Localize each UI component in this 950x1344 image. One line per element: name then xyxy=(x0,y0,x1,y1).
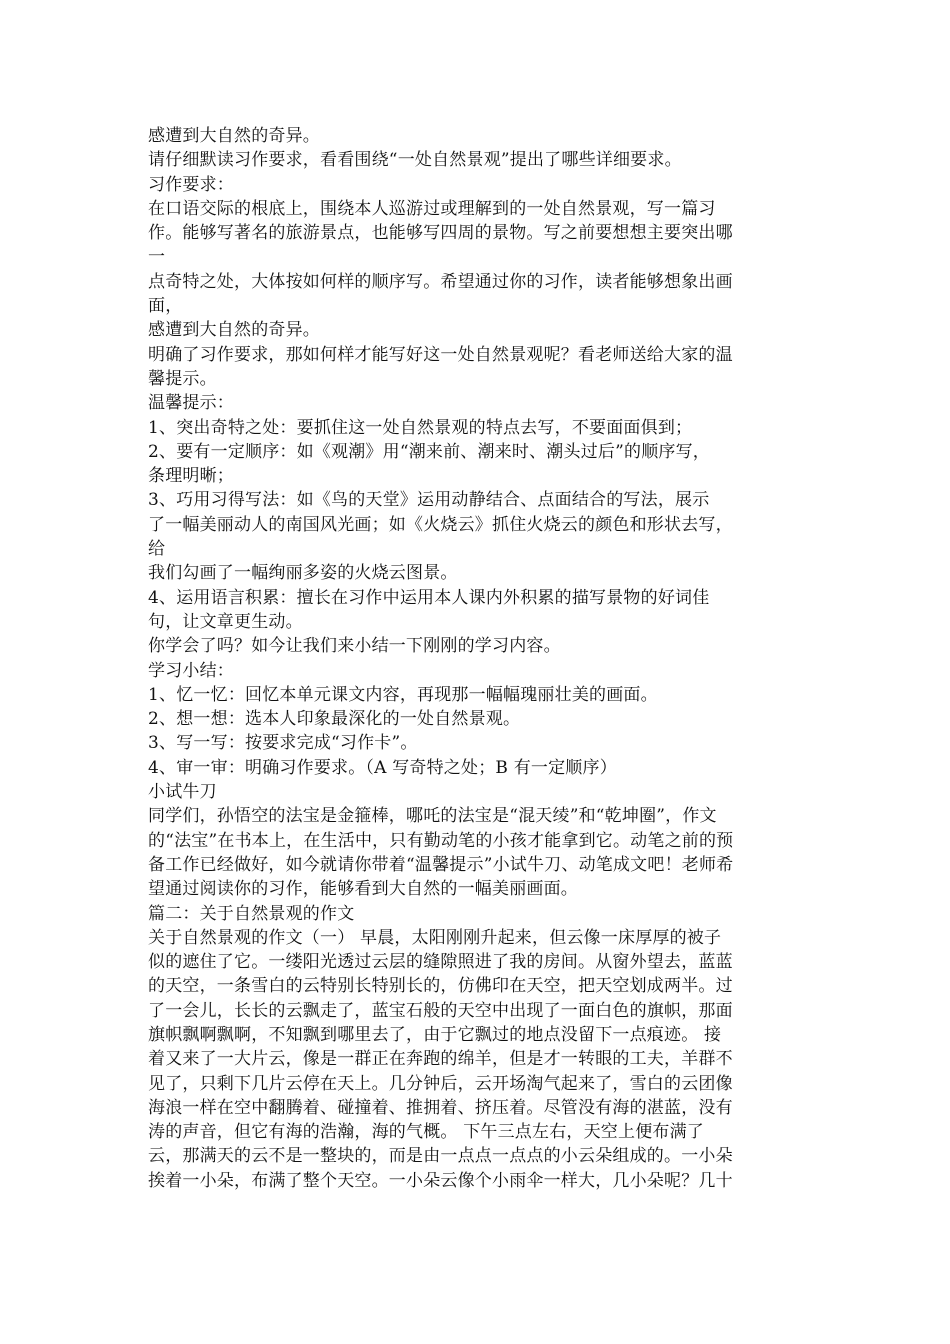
text-line: 旗帜飘啊飘啊，不知飘到哪里去了，由于它飘过的地点没留下一点痕迹。 接 xyxy=(148,1024,722,1045)
text-line: 了一幅美丽动人的南国风光画；如《火烧云》抓住火烧云的颜色和形状去写， xyxy=(148,514,733,535)
text-line: 馨提示。 xyxy=(148,368,217,389)
document-body xyxy=(148,124,808,1193)
text-line: 了一会儿，长长的云飘走了，蓝宝石般的天空中出现了一面白色的旗帜，那面 xyxy=(148,1000,733,1021)
text-line: 涛的声音，但它有海的浩瀚，海的气概。 下午三点左右，天空上便布满了 xyxy=(148,1122,705,1143)
text-line: 面， xyxy=(148,296,183,317)
text-line: 给 xyxy=(148,539,166,560)
text-line: 你学会了吗？如今让我们来小结一下刚刚的学习内容。 xyxy=(148,636,561,657)
list-item: 1、忆一忆：回忆本单元课文内容，再现那一幅幅瑰丽壮美的画面。 xyxy=(148,684,658,705)
text-line: 明确了习作要求，那如何样才能写好这一处自然景观呢？看老师送给大家的温 xyxy=(148,344,733,365)
list-item: 3、写一写：按要求完成“习作卡”。 xyxy=(148,733,418,754)
text-line: 云，那满天的云不是一整块的，而是由一点点一点点的小云朵组成的。一小朵 xyxy=(148,1146,733,1167)
section-heading: 习作要求： xyxy=(148,174,234,195)
text-line: 点奇特之处，大体按如何样的顺序写。希望通过你的习作，读者能够想象出画 xyxy=(148,271,733,292)
section-heading: 小试牛刀 xyxy=(148,782,217,803)
text-line: 的“法宝”在书本上，在生活中，只有勤动笔的小孩才能拿到它。动笔之前的预 xyxy=(148,830,734,851)
text-line: 感遭到大自然的奇异。 xyxy=(148,320,320,341)
text-line: 挨着一小朵，布满了整个天空。一小朵云像个小雨伞一样大，几小朵呢？几十 xyxy=(148,1170,733,1191)
section-heading: 学习小结： xyxy=(148,660,234,681)
list-item: 2、要有一定顺序：如《观潮》用“潮来前、潮来时、潮头过后”的顺序写， xyxy=(148,441,710,462)
text-line: 感遭到大自然的奇异。 xyxy=(148,126,320,146)
text-line: 海浪一样在空中翻腾着、碰撞着、推拥着、挤压着。尽管没有海的湛蓝，没有 xyxy=(148,1097,733,1118)
text-line: 似的遮住了它。一缕阳光透过云层的缝隙照进了我的房间。从窗外望去，蓝蓝 xyxy=(148,952,733,973)
text-line: 句，让文章更生动。 xyxy=(148,611,303,632)
list-item: 4、运用语言积累：擅长在习作中运用本人课内外积累的描写景物的好词佳 xyxy=(148,587,710,608)
list-item: 4、审一审：明确习作要求。（A 写奇特之处；B 有一定顺序） xyxy=(148,757,617,778)
text-line: 备工作已经做好，如今就请你带着“温馨提示”小试牛刀、动笔成文吧！老师希 xyxy=(148,854,734,875)
text-line: 的天空，一条雪白的云特别长特别长的，仿佛印在天空，把天空划成两半。过 xyxy=(148,976,733,997)
text-line: 关于自然景观的作文（一） 早晨，太阳刚刚升起来，但云像一床厚厚的被子 xyxy=(148,927,722,948)
text-line: 同学们，孙悟空的法宝是金箍棒，哪吒的法宝是“混天绫”和“乾坤圈”，作文 xyxy=(148,806,717,827)
list-item: 3、巧用习得写法：如《鸟的天堂》运用动静结合、点面结合的写法，展示 xyxy=(148,490,710,511)
text-line: 我们勾画了一幅绚丽多姿的火烧云图景。 xyxy=(148,563,458,584)
text-line: 一 xyxy=(148,247,166,268)
text-line: 望通过阅读你的习作，能够看到大自然的一幅美丽画面。 xyxy=(148,879,578,900)
text-line: 条理明晰； xyxy=(148,466,234,487)
text-line: 见了，只剩下几片云停在天上。几分钟后，云开场淘气起来了，雪白的云团像 xyxy=(148,1073,733,1094)
section-heading: 温馨提示： xyxy=(148,393,234,414)
text-line: 在口语交际的根底上，围绕本人巡游过或理解到的一处自然景观，写一篇习 xyxy=(148,198,716,219)
list-item: 1、突出奇特之处：要抓住这一处自然景观的特点去写，不要面面俱到； xyxy=(148,417,693,438)
text-line: 着又来了一大片云，像是一群正在奔跑的绵羊，但是才一转眼的工夫，羊群不 xyxy=(148,1049,733,1070)
text-line: 请仔细默读习作要求，看看围绕“一处自然景观”提出了哪些详细要求。 xyxy=(148,150,682,171)
list-item: 2、想一想：选本人印象最深化的一处自然景观。 xyxy=(148,709,521,730)
section-heading: 篇二：关于自然景观的作文 xyxy=(148,903,355,924)
text-line: 作。能够写著名的旅游景点，也能够写四周的景物。写之前要想想主要突出哪 xyxy=(148,223,733,244)
